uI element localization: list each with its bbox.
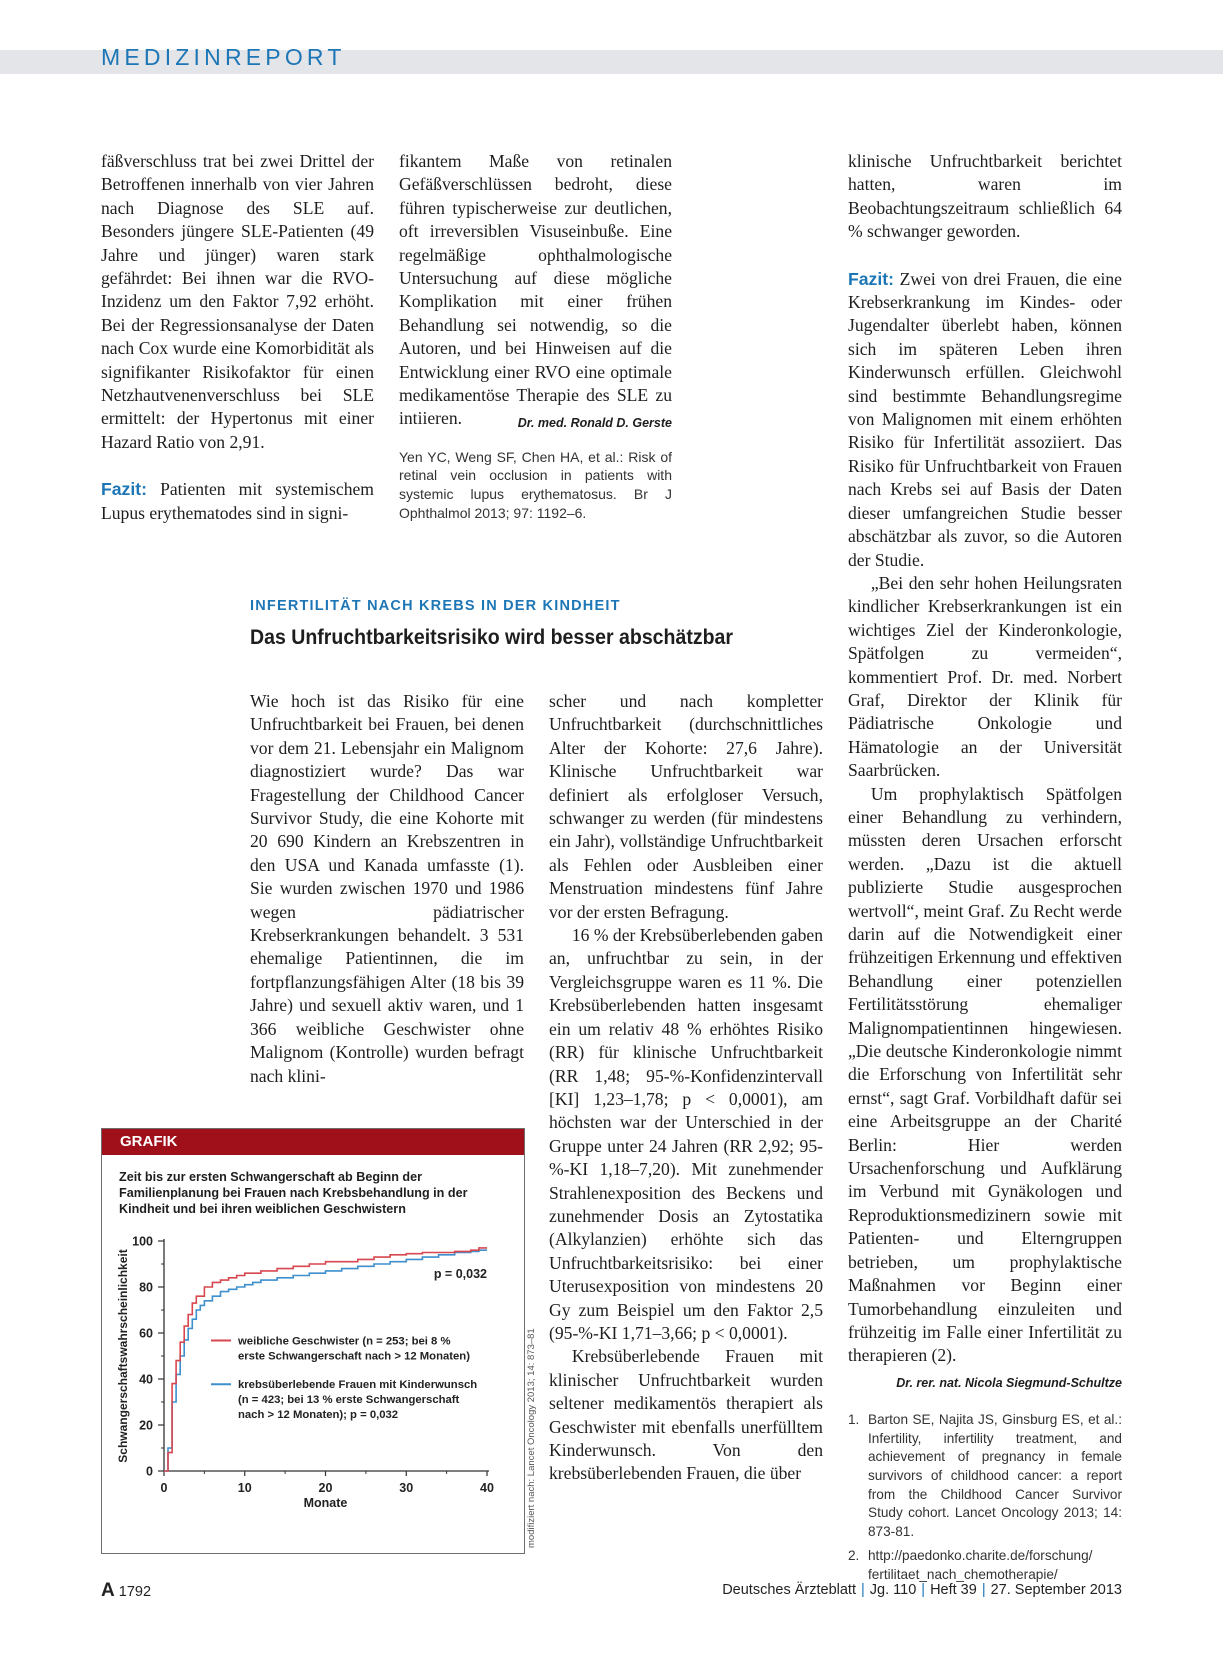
legend-entry [238, 1379, 477, 1421]
article1-column-2 [399, 150, 672, 522]
reference-text: http://paedonko.charite.de/forschung/ fertilitaet_nach_chemotherapie/ [868, 1548, 1093, 1582]
reference-item [848, 1411, 1122, 1541]
article2-column-b [549, 690, 823, 1486]
page-prefix: A [101, 1580, 115, 1601]
reference-text: Barton SE, Najita JS, Ginsburg ES, et al.: Infertility, infertility treatment, and achievement of pregnancy in female survivors of childhood cancer: a report from the Childhood Cancer Survivor Study cohort. Lancet Oncology 2013; 14: 873-81. [868, 1412, 1122, 1539]
kaplan-meier-chart [102, 1129, 524, 1553]
footer-separator: | [921, 1582, 926, 1598]
footer-separator: | [861, 1582, 865, 1598]
x-tick-label: 30 [399, 1481, 414, 1495]
legend-line: krebsüberlebende Frauen mit Kinderwunsch [238, 1379, 478, 1392]
grafik-label: GRAFIK [120, 1133, 178, 1150]
journal-footer [722, 1582, 1122, 1598]
x-tick-label: 40 [480, 1481, 494, 1495]
article2-paragraph: Wie hoch ist das Risiko für eine Unfruchtbarkeit bei Frauen, bei denen vor dem 21. Lebensjahr ein Malignom diagnostiziert wurde? Das war Fragestellung der Childhood Cancer Survivor Study, die eine Kohorte mit 20 690 Kindern an Krebszentren in den USA und Kanada umfasste (1). Sie wurden zwischen 1970 und 1986 wegen pädiatrischer Krebserkrankungen behandelt. 3 531 ehemalige Patientinnen, die im fortpflanzungsfähigen Alter (18 bis 39 Jahre) und sexuell aktiv waren, und 1 366 weibliche Geschwister ohne Malignom (Kontrolle) wurden befragt nach klini- [250, 691, 524, 1086]
article2-paragraph: scher und nach kompletter Unfruchtbarkeit (durchschnittliches Alter der Kohorte: 27,6 Jahre). Klinische Unfruchtbarkeit war definiert als erfolgloser Versuch, schwanger zu werden (für mindestens ein Jahr), vollständige Unfruchtbarkeit als Fehlen oder Ausbleiben einer Menstruation mindestens fünf Jahre vor der ersten Befragung. [549, 691, 823, 922]
x-axis-label: Monate [303, 1496, 348, 1510]
y-tick-label: 20 [139, 1418, 153, 1433]
journal-name: Deutsches Ärzteblatt [722, 1582, 856, 1598]
chart-title: Zeit bis zur ersten Schwangerschaft ab Beginn der Familienplanung bei Frauen nach Krebsbehandlung in der Kindheit und bei ihren weiblichen Geschwistern [119, 1170, 468, 1216]
y-axis-label: Schwangerschaftswahrscheinlichkeit [116, 1249, 130, 1463]
p-value-annotation: p = 0,032 [433, 1266, 487, 1281]
y-tick-label: 60 [139, 1326, 153, 1341]
y-tick-label: 100 [132, 1234, 153, 1249]
grafik-credit: modifiziert nach: Lancet Oncology 2013; 14: 873–81 [526, 1328, 537, 1548]
page-number [101, 1580, 151, 1602]
section-title: MEDIZINREPORT [101, 44, 346, 70]
fazit-label: Fazit: [848, 268, 894, 289]
article2-paragraph: klinische Unfruchtbarkeit berichtet hatten, waren im Beobachtungszeitraum schließlich 64 % schwanger geworden. [848, 151, 1122, 242]
legend-entry [237, 1336, 470, 1363]
article1-paragraph: fäßverschluss trat bei zwei Drittel der Betroffenen innerhalb von vier Jahren nach Diagnose des SLE auf. Besonders jüngere SLE-Patienten (49 Jahre und jünger) waren stark gefährdet: Bei ihnen war die RVO-Inzidenz um den Faktor 7,92 erhöht. Bei der Regressionsanalyse der Daten nach Cox wurde eine Komorbidität als signifikanter Risikofaktor für einen Netzhautvenenverschluss bei SLE ermittelt: der Hypertonus mit einer Hazard Ratio von 2,91. [101, 151, 374, 452]
article1-paragraph-text: fikantem Maße von retinalen Gefäßverschlüssen bedroht, diese führen typischerweise zur deutlichen, oft irreversiblen Visuseinbuße. Eine regelmäßige ophthalmologische Untersuchung auf diese mögliche Komplikation mit einer frühen Behandlung sei notwendig, so die Autoren, und bei Hinweisen auf die Entwicklung einer RVO eine optimale medikamentöse Therapie des SLE zu intiieren. [399, 151, 672, 429]
reference-number: 2. [848, 1548, 860, 1564]
article2-paragraph: 16 % der Krebsüberlebenden gaben an, unfruchtbar zu sein, in der Vergleichsgruppe waren es 11 %. Die Krebsüberlebenden hatten insgesamt ein um relativ 48 % erhöhtes Risiko (RR) für klinische Unfruchtbarkeit (RR 1,48; 95-%-Konfidenzintervall [KI] 1,23–1,78; p < 0,0001), am höchsten war der Unterschied in der Gruppe unter 24 Jahren (RR 2,92; 95-%-KI 1,18–7,20). Mit zunehmender Strahlenexposition des Beckens und zunehmender Dosis an Zytostatika (Alkylanzien) erhöhte sich das Unfruchtbarkeitsrisiko: bei einer Uterusexposition von mindestens 20 Gy zum Beispiel um den Faktor 2,5 (95-%-KI 1,71–3,66; p < 0,0001). [549, 925, 823, 1343]
article2-author-line [848, 1370, 1122, 1395]
article2-column-a [250, 690, 524, 1088]
article1-author: Dr. med. Ronald D. Gerste [517, 416, 672, 431]
fazit-label: Fazit: [101, 479, 147, 500]
article2-paragraph: Um prophylaktisch Spätfolgen einer Behandlung zu verhindern, müssten deren Ursachen erforscht werden. „Dazu ist die aktuell publizierte Studie ausgesprochen wertvoll“, meint Graf. Zu Recht werde darin auf die Notwendigkeit einer frühzeitigen Erkennung und effektiven Behandlung einer potenziellen Fertilitätsstörung ehemaliger Malignompatientinnen hingewiesen. „Die deutsche Kinderonkologie nimmt die Erforschung von Infertilität sehr ernst“, sagt Graf. Vorbildhaft dafür sei eine Arbeitsgruppe an der Charité Berlin: Hier werden Ursachenforschung und Aufklärung im Verbund mit Gynäkologen und Reproduktionsmedizinern sowie mit Patienten- und Elterngruppen betrieben, um prophylaktische Maßnahmen vor Beginn einer Tumorbehandlung einzuleiten und frühzeitig im Falle einer Infertilität zu therapieren (2). [848, 783, 1122, 1366]
y-tick-label: 0 [146, 1464, 153, 1479]
x-tick-label: 0 [160, 1481, 168, 1495]
legend-line: nach > 12 Monaten); p = 0,032 [238, 1409, 399, 1422]
journal-volume: Jg. 110 [869, 1582, 917, 1598]
article2-author: Dr. rer. nat. Nicola Siegmund-Schultze [896, 1375, 1122, 1390]
x-tick-label: 10 [237, 1481, 252, 1495]
article1-column-1 [101, 150, 374, 525]
footer-separator: | [981, 1582, 986, 1598]
article1-reference: Yen YC, Weng SF, Chen HA, et al.: Risk of retinal vein occlusion in patients with systemic lupus erythematosus. Br J Ophthalmol 2013; 97: 1192–6. [399, 448, 672, 521]
fazit-text: Patienten mit systemischem Lupus erythematodes sind in signi- [101, 479, 374, 523]
y-tick-label: 40 [139, 1372, 153, 1387]
article2-fazit [848, 268, 1122, 572]
fazit-text: Zwei von drei Frauen, die eine Krebserkrankung im Kindes- oder Jugendalter überlebt haben, können sich im späteren Leben ihren Kinderwunsch erfüllen. Gleichwohl sind bestimmte Behandlungsregime von Malignomen mit einem erhöhten Risiko für Infertilität assoziiert. Das Risiko für Unfruchtbarkeit von Frauen nach Krebs sei auf Basis der Daten dieser umfangreichen Studie besser abschätzbar als zuvor, so die Autoren der Studie. [848, 268, 1122, 570]
article2-headline: Das Unfruchtbarkeitsrisiko wird besser abschätzbar [250, 626, 734, 649]
y-tick-label: 80 [139, 1280, 153, 1295]
article2-kicker: INFERTILITÄT NACH KREBS IN DER KINDHEIT [250, 598, 621, 614]
article1-fazit [101, 478, 374, 525]
reference-list [848, 1411, 1122, 1584]
reference-item [848, 1547, 1122, 1584]
x-tick-label: 20 [318, 1481, 333, 1495]
article1-paragraph-2 [399, 150, 672, 431]
reference-number: 1. [848, 1412, 860, 1428]
journal-issue: Heft 39 [930, 1582, 977, 1598]
article2-paragraph: „Bei den sehr hohen Heilungsraten kindlicher Krebserkrankungen ist ein wichtiges Ziel der Kinderonkologie, Spätfolgen zu vermeiden“, kommentiert Prof. Dr. med. Norbert Graf, Direktor der Klinik für Pädiatrische Onkologie und Hämatologie an der Universität Saarbrücken. [848, 572, 1122, 781]
article2-paragraph: Krebsüberlebende Frauen mit klinischer Unfruchtbarkeit wurden seltener medikamentös therapiert als Geschwister mit ebenfalls unerfülltem Kinderwunsch. Von den krebsüberlebenden Frauen, die über [549, 1346, 823, 1484]
journal-date: 27. September 2013 [990, 1582, 1122, 1598]
legend-line: (n = 423; bei 13 % erste Schwangerschaft [238, 1394, 460, 1407]
article2-column-c [848, 150, 1122, 1584]
page-number-value: 1792 [118, 1584, 152, 1600]
legend-line: erste Schwangerschaft nach > 12 Monaten) [238, 1350, 470, 1363]
grafik-box [101, 1128, 525, 1554]
legend-line: weibliche Geschwister (n = 253; bei 8 % [238, 1335, 451, 1348]
